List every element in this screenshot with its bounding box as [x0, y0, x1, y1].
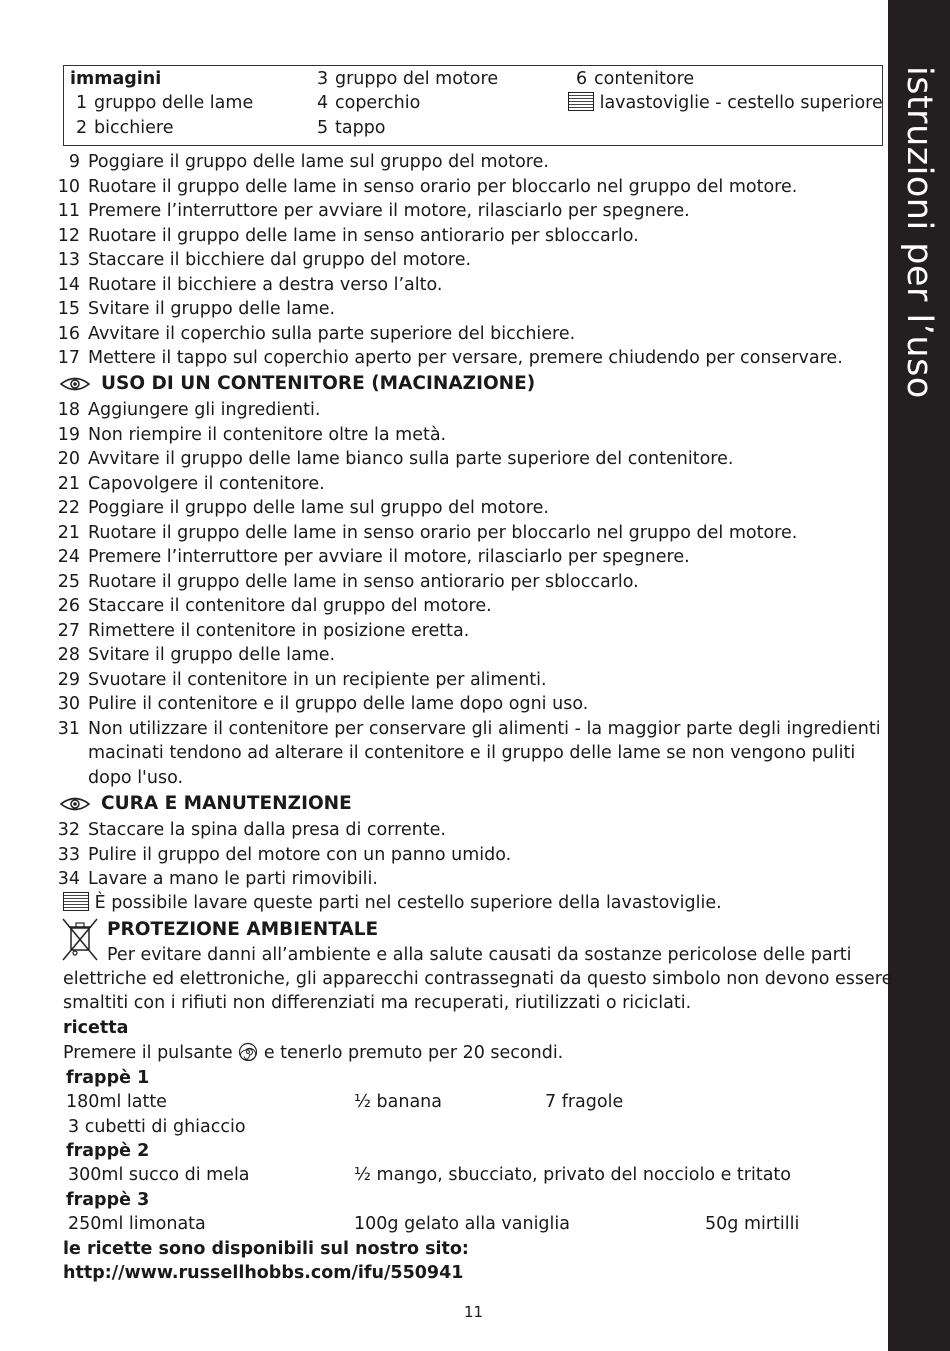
step-number: 12 — [57, 225, 80, 246]
step-number: 28 — [57, 645, 80, 665]
step-text: Poggiare il gruppo delle lame sul gruppo del motore. — [88, 152, 549, 172]
step-number: 20 — [57, 449, 80, 469]
step-text: Svuotare il contenitore in un recipiente per alimenti. — [88, 669, 547, 690]
step-text: Lavare a mano le parti rimovibili. — [88, 869, 378, 889]
step-text: Ruotare il gruppo delle lame in senso orario per bloccarlo nel gruppo del motore. — [88, 176, 798, 197]
step-text: macinati tendono ad alterare il contenitore e il gruppo delle lame se non vengono puliti — [88, 743, 856, 763]
step-text: Staccare il bicchiere dal gruppo del motore. — [88, 250, 472, 270]
step-text: Svitare il gruppo delle lame. — [88, 299, 336, 319]
images-heading: immagini — [70, 69, 162, 89]
step-number: 31 — [57, 718, 80, 739]
step-number: 21 — [57, 522, 80, 543]
step-number: 19 — [57, 424, 80, 445]
frappe1-item-1: 180ml latte — [66, 1092, 167, 1112]
recipe-instruction-after: e tenerlo premuto per 20 secondi. — [263, 1043, 564, 1063]
environment-line-2: elettriche ed elettroniche, gli apparecchi contrassegnati da questo simbolo non devono essere — [63, 969, 893, 989]
step-number: 18 — [57, 400, 80, 420]
dishwasher-line-text: È possibile lavare queste parti nel cestello superiore della lavastoviglie. — [94, 893, 722, 913]
frappe2-item-2: ½ mango, sbucciato, privato del nocciolo e tritato — [354, 1165, 791, 1185]
step-number: 11 — [57, 201, 80, 221]
step-number: 30 — [57, 694, 80, 714]
step-number: 32 — [57, 820, 80, 840]
dishwasher-line — [63, 891, 722, 915]
step-text: Premere l’interruttore per avviare il motore, rilasciarlo per spegnere. — [88, 547, 690, 567]
dishwasher-icon — [568, 92, 594, 111]
step-text: Avvitare il gruppo delle lame bianco sulla parte superiore del contenitore. — [88, 449, 734, 469]
pulse-spiral-icon — [238, 1042, 258, 1062]
frappe1-item-4: 3 cubetti di ghiaccio — [68, 1117, 246, 1137]
step-text: Staccare la spina dalla presa di corrente. — [88, 820, 446, 840]
sidebar-title: istruzioni per l’uso — [899, 66, 939, 399]
step-text: Ruotare il gruppo delle lame in senso antiorario per sbloccarlo. — [88, 571, 639, 592]
step-text: Pulire il gruppo del motore con un panno umido. — [88, 844, 512, 865]
step-text: dopo l'uso. — [88, 767, 184, 788]
step-text: Rimettere il contenitore in posizione eretta. — [88, 620, 470, 641]
step-number: 25 — [57, 571, 80, 592]
step-text: Ruotare il gruppo delle lame in senso antiorario per sbloccarlo. — [88, 225, 639, 246]
step-number: 17 — [57, 348, 80, 368]
step-number: 26 — [57, 596, 80, 616]
legend-label-6: contenitore — [594, 69, 695, 89]
frappe1-item-3: 7 fragole — [545, 1092, 624, 1112]
step-number: 27 — [57, 620, 80, 641]
page-number: 11 — [464, 1303, 484, 1321]
step-number: 33 — [57, 844, 80, 865]
legend-dishwasher — [568, 91, 883, 115]
step-text: Capovolgere il contenitore. — [88, 473, 325, 494]
step-text: Avvitare il coperchio sulla parte superiore del bicchiere. — [88, 323, 576, 344]
legend-num-6: 6 — [576, 69, 588, 89]
frappe3-item-2: 100g gelato alla vaniglia — [354, 1214, 570, 1234]
legend-num-2: 2 — [76, 118, 88, 138]
section-care-title: CURA E MANUTENZIONE — [101, 793, 352, 814]
frappe3-title: frappè 3 — [66, 1190, 150, 1210]
environment-line-1: Per evitare danni all’ambiente e alla salute causati da sostanze pericolose delle parti — [107, 945, 852, 965]
weee-crossed-bin-icon — [60, 916, 100, 964]
eye-icon — [60, 377, 90, 391]
step-number: 29 — [57, 669, 80, 690]
dishwasher-icon — [63, 892, 89, 911]
step-number: 13 — [57, 250, 80, 270]
frappe2-item-1: 300ml succo di mela — [68, 1165, 250, 1185]
step-number: 10 — [57, 176, 80, 197]
recipe-instruction-before: Premere il pulsante — [63, 1043, 233, 1063]
recipe-website-link[interactable]: http://www.russellhobbs.com/ifu/550941 — [63, 1263, 464, 1283]
step-number: 21 — [57, 473, 80, 494]
step-number: 16 — [57, 323, 80, 344]
environment-line-3: smaltiti con i rifiuti non differenziati ma recuperati, riutilizzati o riciclati. — [63, 993, 692, 1013]
frappe3-item-3: 50g mirtilli — [705, 1214, 800, 1234]
step-number: 15 — [57, 299, 80, 319]
legend-label-5: tappo — [335, 118, 386, 138]
step-text: Svitare il gruppo delle lame. — [88, 645, 336, 665]
section-grinding-title: USO DI UN CONTENITORE (MACINAZIONE) — [101, 373, 536, 394]
step-number: 14 — [57, 274, 80, 295]
legend-num-5: 5 — [317, 118, 329, 138]
recipe-instruction — [63, 1041, 563, 1065]
frappe3-item-1: 250ml limonata — [68, 1214, 206, 1234]
step-number: 22 — [57, 498, 80, 518]
legend-num-3: 3 — [317, 69, 329, 89]
recipe-footer-line-1: le ricette sono disponibili sul nostro sito: — [63, 1239, 469, 1259]
step-text: Aggiungere gli ingredienti. — [88, 400, 321, 420]
legend-num-1: 1 — [76, 93, 88, 113]
step-number: 34 — [57, 869, 80, 889]
step-text: Non utilizzare il contenitore per conservare gli alimenti - la maggior parte degli ingredienti — [88, 718, 881, 739]
environment-title: PROTEZIONE AMBIENTALE — [107, 919, 379, 940]
step-text: Ruotare il gruppo delle lame in senso orario per bloccarlo nel gruppo del motore. — [88, 522, 798, 543]
eye-icon — [60, 797, 90, 811]
legend-label-2: bicchiere — [94, 118, 174, 138]
step-text: Ruotare il bicchiere a destra verso l’alto. — [88, 274, 443, 295]
recipe-heading: ricetta — [63, 1018, 129, 1038]
step-text: Non riempire il contenitore oltre la metà. — [88, 424, 447, 445]
frappe1-item-2: ½ banana — [354, 1092, 442, 1112]
frappe2-title: frappè 2 — [66, 1141, 150, 1161]
step-number: 24 — [57, 547, 80, 567]
legend-label-4: coperchio — [335, 93, 421, 113]
legend-label-3: gruppo del motore — [335, 69, 499, 89]
step-number: 9 — [68, 152, 80, 172]
step-text: Staccare il contenitore dal gruppo del motore. — [88, 596, 492, 616]
frappe1-title: frappè 1 — [66, 1068, 150, 1088]
legend-label-1: gruppo delle lame — [94, 93, 254, 113]
step-text: Poggiare il gruppo delle lame sul gruppo del motore. — [88, 498, 549, 518]
step-text: Premere l’interruttore per avviare il motore, rilasciarlo per spegnere. — [88, 201, 690, 221]
dishwasher-note: lavastoviglie - cestello superiore — [599, 93, 883, 113]
step-text: Mettere il tappo sul coperchio aperto per versare, premere chiudendo per conservare. — [88, 348, 843, 368]
step-text: Pulire il contenitore e il gruppo delle lame dopo ogni uso. — [88, 694, 589, 714]
legend-num-4: 4 — [317, 93, 329, 113]
